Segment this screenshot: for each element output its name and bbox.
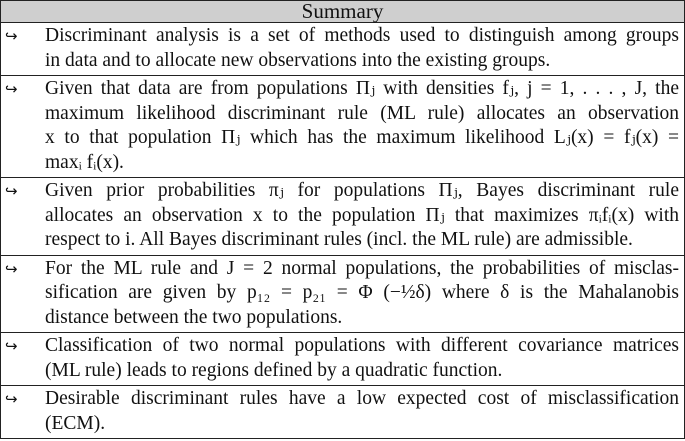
text-line: maxᵢ fᵢ(x). (45, 151, 124, 173)
summary-item (1, 23, 684, 76)
summary-item-text (45, 179, 684, 253)
summary-item (1, 333, 684, 386)
summary-item (1, 256, 684, 334)
hook-arrow-icon: ↪ (5, 27, 18, 45)
summary-item (1, 76, 684, 178)
text-line: respect to i. All Bayes discriminant rules (incl. the ML rule) are admissible. (45, 229, 633, 250)
text-line: Desirable discriminant rules have a low expected cost of misclassification (45, 388, 679, 409)
summary-item (1, 386, 684, 438)
text-line: Discriminant analysis is a set of methods used to distinguish among groups (45, 25, 679, 46)
hook-arrow-icon: ↪ (5, 80, 18, 98)
summary-item-text (45, 24, 684, 73)
hook-arrow-icon: ↪ (5, 259, 18, 278)
hook-arrow-icon: ↪ (5, 390, 18, 408)
text-line: allocates an observation x to the population Πⱼ that maximizes πᵢfᵢ(x) with (45, 204, 679, 226)
summary-rows (1, 23, 684, 438)
text-line: For the ML rule and J = 2 normal populations, the probabilities of misclas- (45, 257, 679, 279)
text-line: Given prior probabilities πⱼ for populations Πⱼ, Bayes discriminant rule (45, 180, 679, 201)
hook-arrow-icon: ↪ (5, 182, 18, 200)
summary-item-text (45, 257, 684, 331)
summary-item (1, 178, 684, 256)
text-line: maximum likelihood discriminant rule (ML rule) allocates an observation (45, 102, 679, 124)
text-line: Given that data are from populations Πⱼ with densities fⱼ, j = 1, . . . , J, the (45, 78, 679, 99)
text-line: (ECM). (45, 412, 106, 434)
hook-arrow-icon: ↪ (5, 337, 18, 355)
text-line: (ML rule) leads to regions defined by a quadratic function. (45, 359, 503, 381)
text-line: in data and to allocate new observations into the existing groups. (45, 49, 551, 71)
text-line: distance between the two populations. (45, 306, 343, 328)
summary-item-text (45, 77, 684, 175)
summary-header: Summary (1, 1, 684, 23)
text-line: x to that population Πⱼ which has the maximum likelihood Lⱼ(x) = fⱼ(x) = (45, 127, 679, 148)
summary-item-text (45, 387, 684, 436)
summary-item-text (45, 334, 684, 383)
text-line: Classification of two normal populations with different covariance matrices (45, 335, 679, 356)
text-line: sification are given by p₁₂ = p₂₁ = Φ (−½δ) where δ is the Mahalanobis (45, 282, 679, 303)
